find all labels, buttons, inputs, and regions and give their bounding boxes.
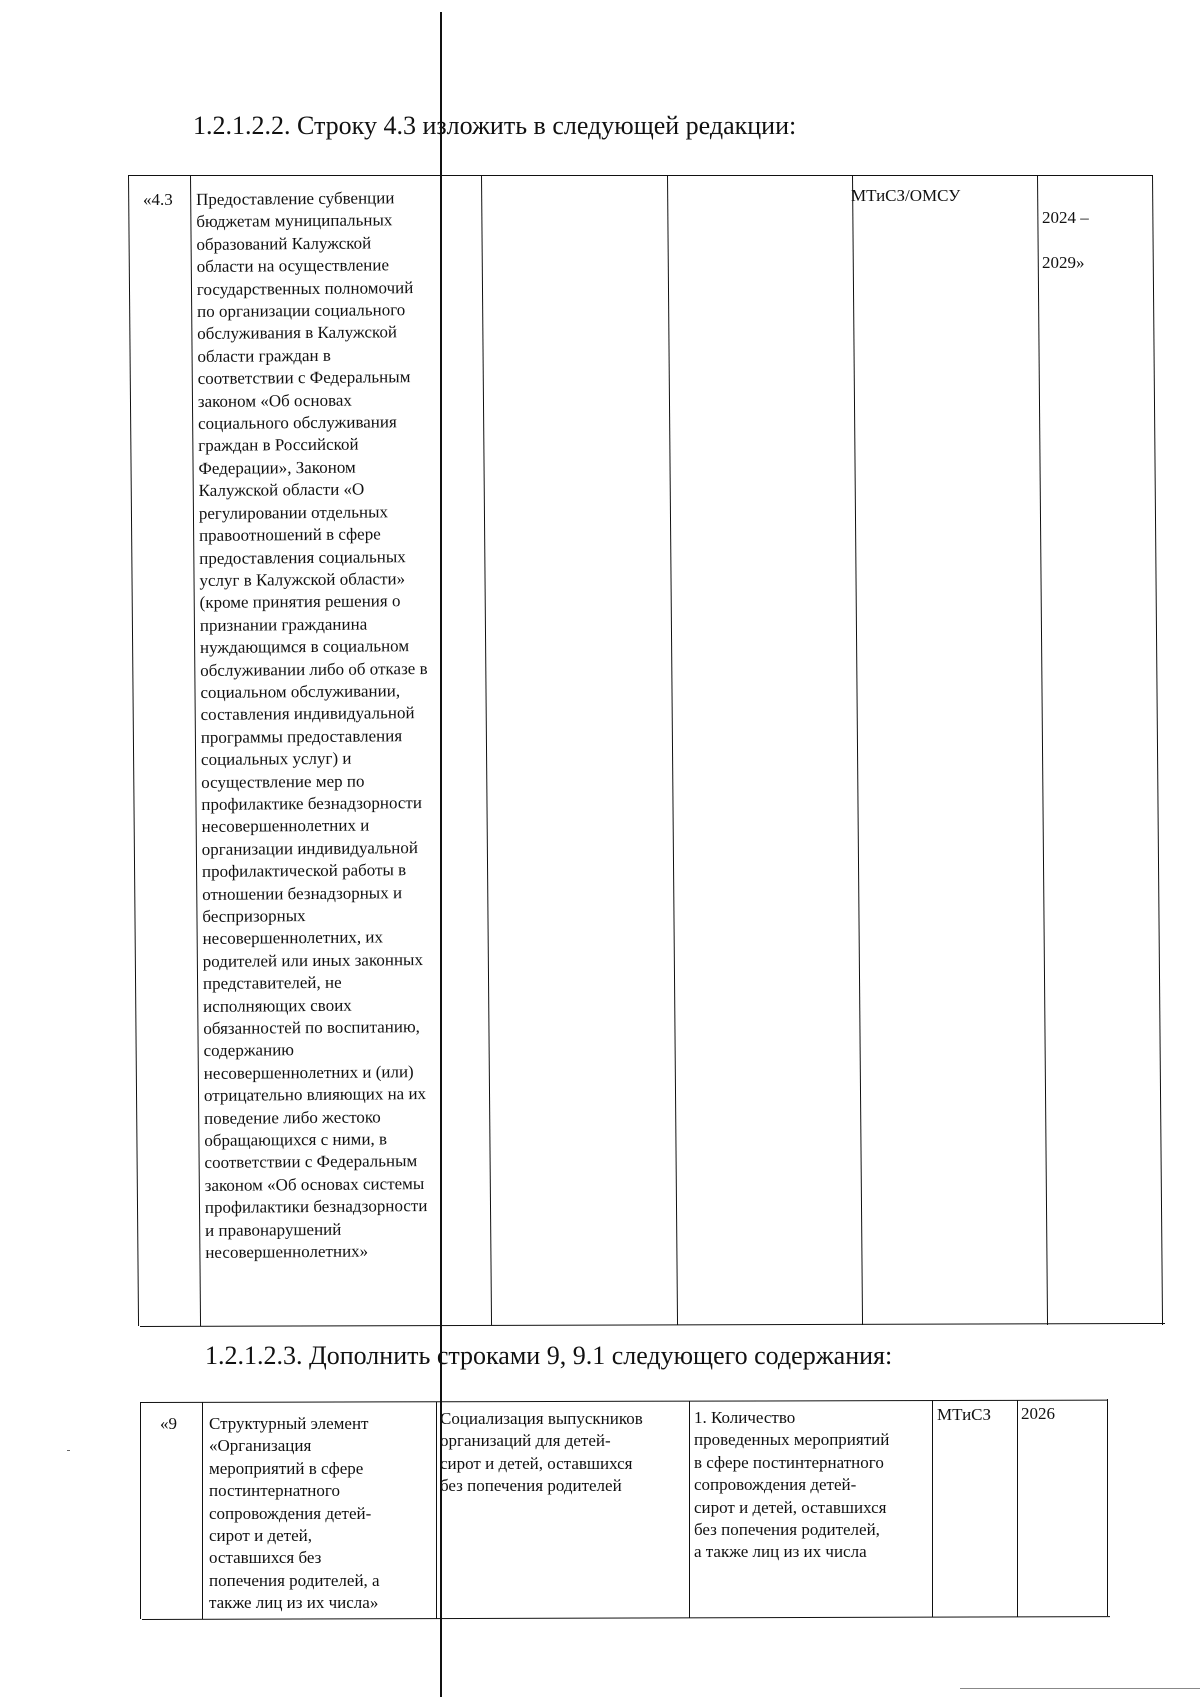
element-line: мероприятий в сфере [209, 1458, 364, 1478]
table-border-bottom [140, 1323, 1165, 1327]
table-border [202, 1402, 203, 1619]
row-number: «9 [160, 1414, 177, 1433]
table-border [932, 1400, 933, 1617]
description-line: правоотношений в сфере [198, 524, 381, 546]
description-line: бюджетам муниципальных [196, 210, 393, 232]
table-border [1107, 1399, 1108, 1616]
table-border [140, 1402, 141, 1619]
element-line: «Организация [209, 1436, 312, 1456]
description-line: отношении безнадзорных и [202, 882, 403, 904]
task-line: без попечения родителей [440, 1476, 622, 1496]
description-line: программы предоставления [200, 725, 403, 747]
indicator-line: а также лиц из их числа [694, 1542, 867, 1562]
description-line: области граждан в [197, 345, 331, 366]
description-line: Федерации», Законом [198, 457, 356, 478]
table-border [1017, 1400, 1018, 1617]
table-border-top [140, 1400, 1108, 1403]
description-line: несовершеннолетних» [205, 1241, 369, 1263]
description-line: исполняющих своих [203, 995, 352, 1016]
description-line: нуждающимся в социальном [199, 636, 410, 658]
row-year: 2026 [1021, 1404, 1055, 1423]
description-line: профилактике безнадзорности [201, 793, 422, 814]
description-line: социальном обслуживании, [200, 681, 401, 702]
structural-element [209, 1413, 434, 1615]
row-period [1042, 185, 1089, 297]
description-line: составления индивидуальной [200, 703, 415, 725]
table-border [689, 1401, 690, 1618]
indicator-text [694, 1407, 930, 1564]
description-line: отрицательно влияющих на их [203, 1084, 427, 1106]
description-line: обслуживания в Калужской [197, 322, 398, 344]
table-border-bottom [142, 1616, 1110, 1620]
description-line: граждан в Российской [198, 435, 359, 456]
indicator-line: сопровождения детей- [694, 1475, 857, 1495]
table-border [1152, 175, 1163, 1325]
description-line: осуществление мер по [201, 771, 365, 792]
description-line: области на осуществление [196, 255, 390, 277]
description-line: беспризорных [202, 906, 306, 926]
indicator-line: проведенных мероприятий [694, 1430, 890, 1450]
table-border [852, 175, 863, 1325]
indicator-line: в сфере постинтернатного [694, 1452, 884, 1472]
footer-rule [960, 1688, 1200, 1689]
row-number: «4.3 [143, 190, 173, 209]
description-line: несовершеннолетних, их [202, 927, 384, 949]
description-line: обязанностей по воспитанию, [203, 1017, 420, 1038]
period-line: 2024 – [1042, 208, 1089, 228]
description-line: по организации социального [196, 300, 406, 322]
element-line: также лиц из их числа» [209, 1593, 379, 1613]
description-line: организации индивидуальной [201, 837, 418, 859]
description-line: соответствии с Федеральным [204, 1151, 418, 1173]
element-line: Структурный элемент [209, 1414, 369, 1433]
stray-mark [67, 1450, 70, 1451]
table-border [1037, 175, 1048, 1325]
table-border-top [128, 175, 1152, 176]
description-line: несовершеннолетних и [201, 815, 370, 837]
task-line: Социализация выпускников [440, 1409, 643, 1428]
element-line: постинтернатного [209, 1481, 340, 1501]
description-line: профилактической работы в [201, 860, 407, 882]
description-line: несовершеннолетних и (или) [203, 1061, 414, 1083]
description-line: поведение либо жестоко [204, 1107, 381, 1128]
element-line: сирот и детей, [209, 1526, 312, 1546]
row-executor: МТиСЗ [937, 1405, 992, 1424]
description-line: законом «Об основах [197, 390, 352, 411]
description-line: образований Калужской [196, 233, 372, 254]
description-line: обращающихся с ними, в [204, 1129, 388, 1151]
indicator-line: без попечения родителей, [694, 1520, 880, 1540]
task-line: организаций для детей- [440, 1431, 611, 1451]
element-line: попечения родителей, а [209, 1570, 380, 1590]
section-heading: 1.2.1.2.2. Строку 4.3 изложить в следующей редакции: [193, 111, 797, 140]
element-line: сопровождения детей- [209, 1503, 372, 1523]
row-description [196, 186, 505, 1264]
table-border [436, 1402, 437, 1619]
description-line: социальных услуг) и [200, 748, 352, 770]
description-line: предоставления социальных [199, 546, 406, 568]
section-heading: 1.2.1.2.3. Дополнить строками 9, 9.1 следующего содержания: [205, 1341, 893, 1370]
task-line: сирот и детей, оставшихся [440, 1453, 633, 1473]
description-line: государственных полномочий [196, 277, 414, 299]
element-line: оставшихся без [209, 1548, 322, 1568]
indicator-line: 1. Количество [694, 1408, 796, 1427]
description-line: Предоставление субвенции [196, 188, 395, 209]
description-line: обслуживании либо об отказе в [200, 658, 428, 680]
task-text [440, 1408, 688, 1498]
description-line: и правонарушений [205, 1219, 342, 1240]
description-line: родителей или иных законных [202, 949, 424, 971]
description-line: услуг в Калужской области» [199, 569, 406, 590]
description-line: законом «Об основах системы [204, 1173, 425, 1195]
table-border [128, 175, 139, 1326]
description-line: социального обслуживания [197, 412, 397, 434]
description-line: (кроме принятия решения о [199, 591, 401, 613]
period-line: 2029» [1042, 253, 1085, 273]
description-line: профилактики безнадзорности [204, 1196, 428, 1218]
description-line: соответствии с Федеральным [197, 367, 411, 389]
description-line: признании гражданина [199, 614, 368, 635]
description-line: Калужской области «О [198, 479, 365, 501]
description-line: регулировании отдельных [198, 502, 389, 523]
table-border [667, 175, 678, 1325]
description-line: содержанию [203, 1040, 295, 1061]
row-executor: МТиСЗ/ОМСУ [851, 186, 961, 205]
description-line: представителей, не [202, 972, 342, 994]
indicator-line: сирот и детей, оставшихся [694, 1497, 887, 1517]
